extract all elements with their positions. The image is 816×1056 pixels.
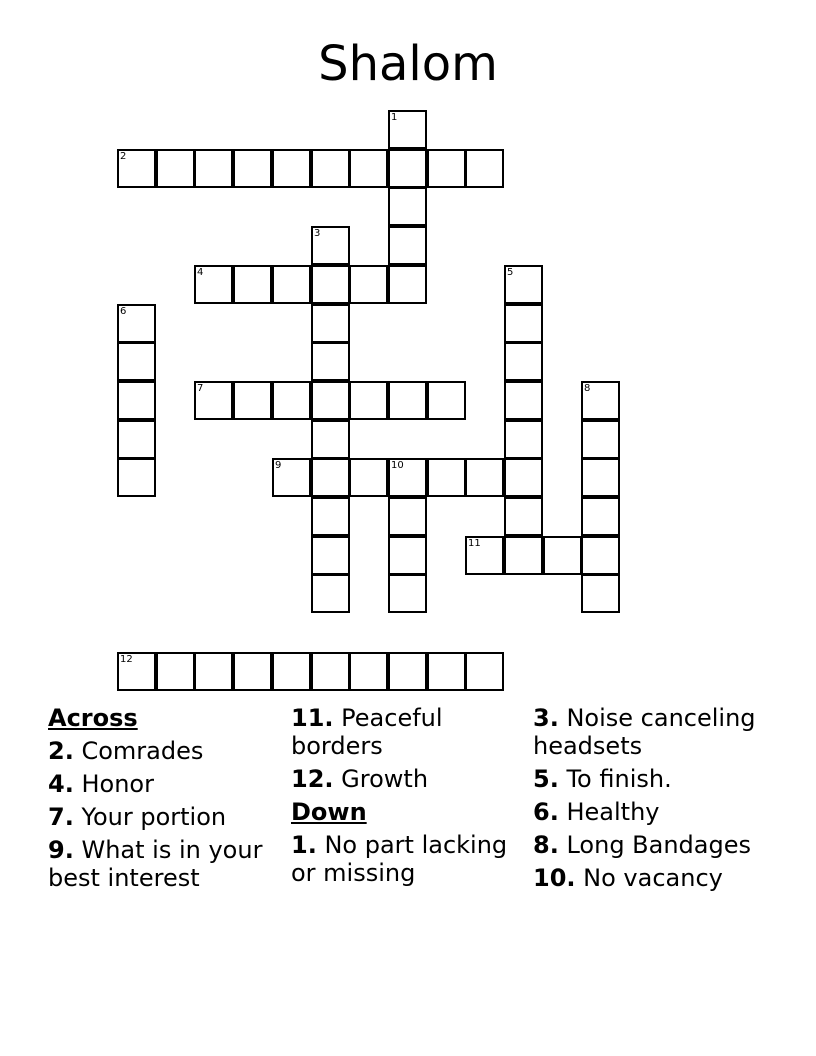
grid-cell[interactable] [427,381,466,420]
grid-cell[interactable] [233,265,272,304]
grid-cell[interactable] [117,420,156,459]
grid-cell[interactable] [388,226,427,265]
cell-number: 2 [120,151,127,162]
grid-cell[interactable] [427,652,466,691]
grid-cell[interactable] [117,342,156,381]
grid-cell[interactable] [349,381,388,420]
grid-cell[interactable] [311,458,350,497]
grid-cell[interactable] [194,149,233,188]
grid-cell[interactable] [543,536,582,575]
clue-down-1: 1. No part lacking or missing [291,831,508,887]
grid-cell[interactable] [156,149,195,188]
clue-column-1 [48,704,283,897]
grid-cell[interactable] [581,536,620,575]
grid-cell[interactable] [349,149,388,188]
grid-cell[interactable] [427,458,466,497]
grid-cell[interactable] [117,652,156,691]
grid-cell[interactable] [465,149,504,188]
grid-cell[interactable] [272,265,311,304]
clue-across-2: 2. Comrades [48,737,204,765]
grid-cell[interactable] [311,420,350,459]
cell-number: 3 [314,228,321,239]
clue-down-5: 5. To finish. [533,765,672,793]
grid-cell[interactable] [504,420,543,459]
clue-across-4: 4. Honor [48,770,154,798]
clue-column-2 [291,704,526,892]
cell-number: 5 [507,267,514,278]
cell-number: 7 [197,383,204,394]
grid-cell[interactable] [272,149,311,188]
down-heading: Down [291,798,367,826]
cell-number: 10 [391,460,404,471]
grid-cell[interactable] [117,149,156,188]
grid-cell[interactable] [194,381,233,420]
cell-number: 1 [391,112,398,123]
grid-cell[interactable] [349,265,388,304]
clue-down-8: 8. Long Bandages [533,831,752,859]
grid-cell[interactable] [117,304,156,343]
grid-cell[interactable] [504,304,543,343]
grid-cell[interactable] [581,381,620,420]
cell-number: 12 [120,654,133,665]
grid-cell[interactable] [349,458,388,497]
grid-cell[interactable] [581,574,620,613]
grid-cell[interactable] [581,497,620,536]
grid-cell[interactable] [465,652,504,691]
grid-cell[interactable] [388,149,427,188]
clue-down-3: 3. Noise canceling headsets [533,704,756,760]
cell-number: 6 [120,306,127,317]
grid-cell[interactable] [311,574,350,613]
cell-number: 9 [275,460,282,471]
grid-cell[interactable] [349,652,388,691]
grid-cell[interactable] [117,381,156,420]
grid-cell[interactable] [311,497,350,536]
grid-cell[interactable] [504,381,543,420]
grid-cell[interactable] [194,652,233,691]
grid-cell[interactable] [465,458,504,497]
clue-across-9: 9. What is in your best interest [48,836,263,892]
grid-cell[interactable] [272,458,311,497]
clue-column-3 [533,704,768,897]
grid-cell[interactable] [311,226,350,265]
grid-cell[interactable] [272,652,311,691]
clue-across-11: 11. Peaceful borders [291,704,443,760]
across-heading: Across [48,704,138,732]
grid-cell[interactable] [233,652,272,691]
grid-cell[interactable] [311,149,350,188]
clue-across-7: 7. Your portion [48,803,227,831]
grid-cell[interactable] [581,420,620,459]
grid-cell[interactable] [311,536,350,575]
clue-across-12: 12. Growth [291,765,429,793]
grid-cell[interactable] [388,536,427,575]
grid-cell[interactable] [233,381,272,420]
cell-number: 4 [197,267,204,278]
grid-cell[interactable] [388,574,427,613]
grid-cell[interactable] [156,652,195,691]
grid-cell[interactable] [504,536,543,575]
clue-down-10: 10. No vacancy [533,864,723,892]
grid-cell[interactable] [388,652,427,691]
grid-cell[interactable] [504,265,543,304]
clue-down-6: 6. Healthy [533,798,660,826]
grid-cell[interactable] [311,652,350,691]
grid-cell[interactable] [233,149,272,188]
grid-cell[interactable] [311,342,350,381]
grid-cell[interactable] [388,381,427,420]
grid-cell[interactable] [194,265,233,304]
grid-cell[interactable] [311,381,350,420]
grid-cell[interactable] [388,187,427,226]
grid-cell[interactable] [311,265,350,304]
grid-cell[interactable] [504,497,543,536]
grid-cell[interactable] [388,458,427,497]
grid-cell[interactable] [388,497,427,536]
grid-cell[interactable] [504,342,543,381]
grid-cell[interactable] [272,381,311,420]
cell-number: 11 [468,538,481,549]
puzzle-title: Shalom [318,36,498,92]
grid-cell[interactable] [117,458,156,497]
grid-cell[interactable] [504,458,543,497]
grid-cell[interactable] [311,304,350,343]
grid-cell[interactable] [581,458,620,497]
grid-cell[interactable] [388,110,427,149]
grid-cell[interactable] [388,265,427,304]
grid-cell[interactable] [465,536,504,575]
grid-cell[interactable] [427,149,466,188]
cell-number: 8 [584,383,591,394]
